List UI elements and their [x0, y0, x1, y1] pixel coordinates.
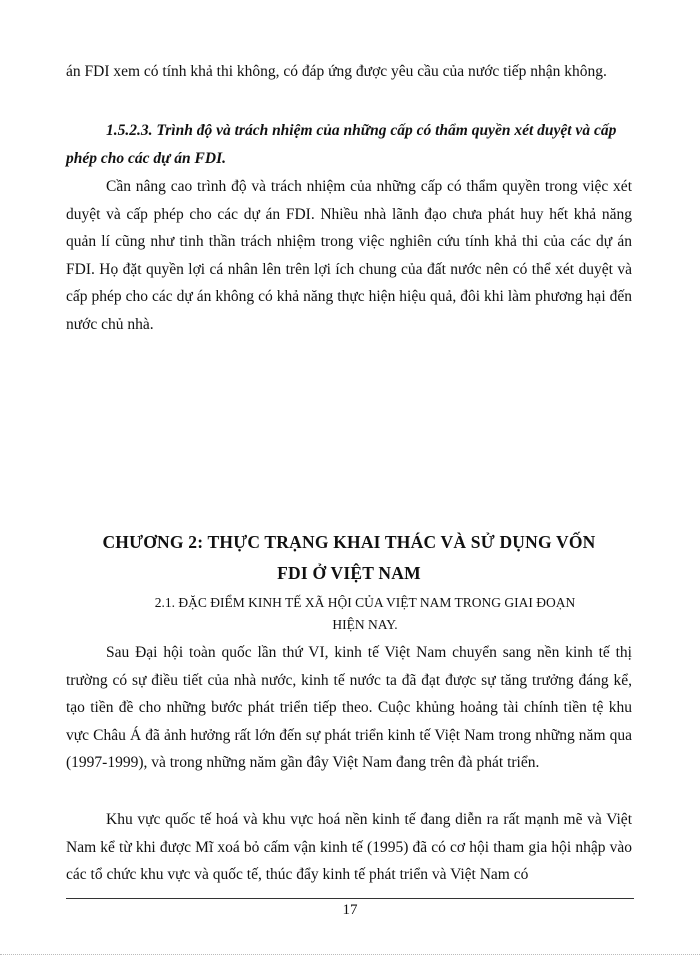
- section-heading-line-1: 2.1. ĐẶC ĐIỂM KINH TẾ XÃ HỘI CỦA VIỆT NAM TRONG GIAI ĐOẠN: [154, 595, 576, 610]
- chapter-2-title: [66, 527, 632, 589]
- section-heading-line-2: HIỆN NAY.: [332, 617, 398, 632]
- chapter-title-line-2: FDI Ở VIỆT NAM: [277, 563, 421, 583]
- footer-rule: [66, 898, 634, 899]
- paragraph-continuation: án FDI xem có tính khả thi không, có đáp ứng được yêu cầu của nước tiếp nhận không.: [66, 63, 607, 80]
- paragraph-economic-development: Sau Đại hội toàn quốc lần thứ VI, kinh tế Việt Nam chuyển sang nền kinh tế thị trường có sự điều tiết của nhà nước, kinh tế nước ta đã đạt được sự tăng trưởng đáng kể, tạo tiền đề cho những bước phát triển tiếp theo. Cuộc khủng hoảng tài chính tiền tệ khu vực Châu Á đã ảnh hưởng rất lớn đến sự phát triển kinh tế Việt Nam trong những năm qua (1997-1999), và trong những năm gần đây Việt Nam đang trên đà phát triển.: [66, 644, 632, 771]
- chapter-title-line-1: CHƯƠNG 2: THỰC TRẠNG KHAI THÁC VÀ SỬ DỤNG VỐN: [102, 532, 596, 552]
- paragraph-international-integration: Khu vực quốc tế hoá và khu vực hoá nền kinh tế đang diễn ra rất mạnh mẽ và Việt Nam kể từ khi được Mĩ xoá bỏ cấm vận kinh tế (1995) đã có cơ hội tham gia hội nhập vào các tổ chức khu vực và quốc tế, thúc đẩy kinh tế phát triển và Việt Nam có: [66, 811, 632, 883]
- page-edge-divider: [0, 954, 700, 955]
- page-number: 17: [342, 902, 358, 918]
- paragraph-approval-responsibility: Cần nâng cao trình độ và trách nhiệm của những cấp có thẩm quyền trong việc xét duyệt và cấp phép cho các dự án FDI. Nhiều nhà lãnh đạo chưa phát huy hết khả năng quản lí cũng như tinh thần trách nhiệm trong việc nghiên cứu tính khả thi của các dự án FDI. Họ đặt quyền lợi cá nhân lên trên lợi ích chung của đất nước nên có thể xét duyệt và cấp phép cho các dự án không có khả năng thực hiện hiệu quả, đôi khi làm phương hại đến nước chủ nhà.: [66, 178, 632, 333]
- section-2-1-heading: [100, 592, 630, 636]
- subsection-heading-1-5-2-3: 1.5.2.3. Trình độ và trách nhiệm của những cấp có thẩm quyền xét duyệt và cấp phép cho các dự án FDI.: [66, 122, 617, 167]
